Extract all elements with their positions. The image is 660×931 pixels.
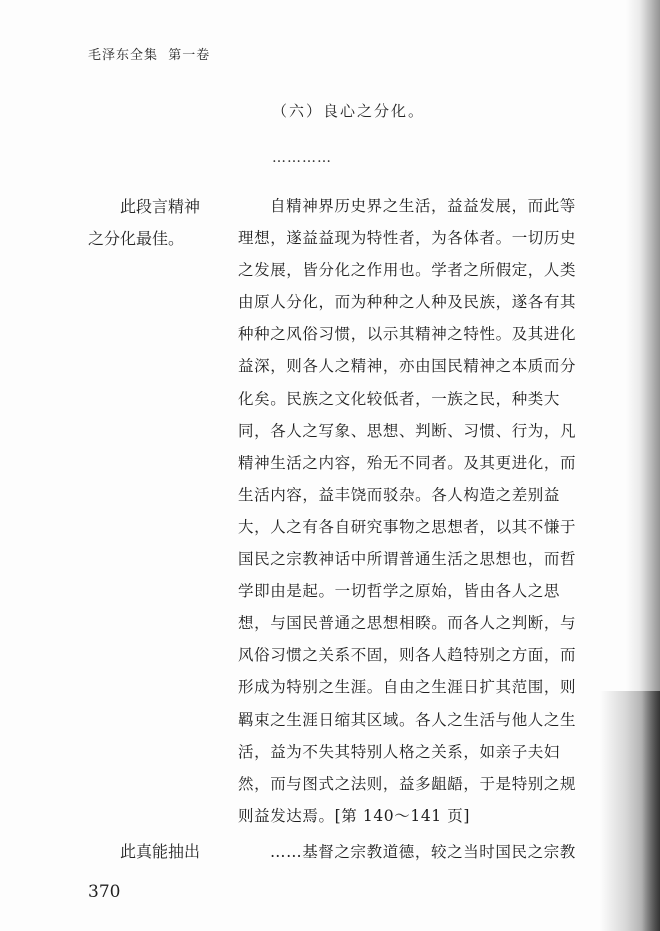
margin-annotation	[88, 836, 224, 868]
text-line: 种种之风俗习惯，以示其精神之特性。及其进化	[238, 325, 577, 344]
text-line: 则益发达焉。[第 140～141 页]	[238, 806, 471, 825]
text-line: 化矣。民族之文化较低者，一族之民，种类大	[238, 389, 561, 408]
annotation-line: 此段言精神	[120, 197, 201, 216]
page-number: 370	[88, 882, 121, 902]
omission-ellipsis: …………	[272, 150, 332, 166]
text-line: 由原人分化，而为种种之人种及民族，遂各有其	[238, 293, 577, 312]
text-line: 然，而与图式之法则，益多龃龉，于是特别之规	[238, 774, 577, 793]
margin-annotation	[88, 191, 224, 255]
text-line: 羁束之生涯日缩其区域。各人之生活与他人之生	[238, 710, 577, 729]
text-line: 之发展，皆分化之作用也。学者之所假定，人类	[238, 261, 577, 280]
text-line: 大，人之有各自研究事物之思想者，以其不慊于	[238, 517, 577, 536]
text-line: 风俗习惯之关系不固，则各人趋特别之方面，而	[238, 646, 577, 665]
text-line: 精神生活之内容，殆无不同者。及其更进化，而	[238, 453, 577, 472]
text-line: 生活内容，益丰饶而驳杂。各人构造之差别益	[238, 485, 561, 504]
annotation-line: 之分化最佳。	[88, 229, 185, 248]
quoted-passage	[238, 190, 604, 832]
continued-passage: ……基督之宗教道德，较之当时国民之宗教	[270, 843, 576, 861]
running-head	[88, 44, 210, 63]
volume-label: 第一卷	[168, 48, 211, 63]
text-line: 活，益为不失其特别人格之关系，如亲子夫妇	[238, 742, 561, 761]
text-line: 理想，遂益益现为特性者，为各体者。一切历史	[238, 229, 577, 248]
text-line: 想，与国民普通之思想相睽。而各人之判断，与	[238, 614, 577, 633]
text-line: 国民之宗教神话中所谓普通生活之思想也，而哲	[238, 550, 577, 569]
text-line: 学即由是起。一切哲学之原始，皆由各人之思	[238, 582, 561, 601]
text-line: 同，各人之写象、思想、判断、习惯、行为，凡	[238, 421, 577, 440]
book-title: 毛泽东全集	[88, 48, 159, 63]
text-line: 自精神界历史界之生活，益益发展，而此等	[270, 197, 576, 215]
text-line: 形成为特别之生涯。自由之生涯日扩其范围，则	[238, 678, 577, 697]
text-line: 益深，则各人之精神，亦由国民精神之本质而分	[238, 357, 577, 376]
scan-shadow-corner	[600, 691, 660, 931]
annotation-line: 此真能抽出	[120, 842, 201, 861]
section-heading: （六）良心之分化。	[272, 102, 426, 120]
